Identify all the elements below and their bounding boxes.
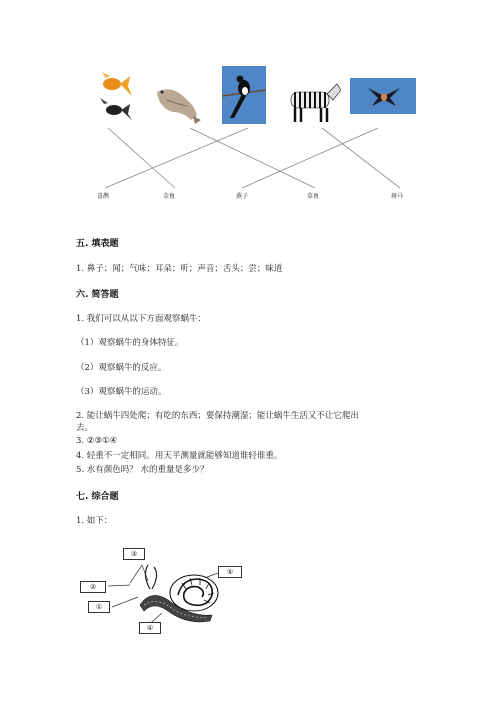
section6-q1: 1. 我们可以从以下方面观察蜗牛： — [76, 314, 206, 324]
label-goldfish: 金鱼 — [163, 193, 176, 200]
section6-q1c: （3）观察蜗牛的运动。 — [76, 387, 167, 397]
section6-q3: 3. ②③①④ — [76, 436, 118, 446]
section7-q1: 1. 如下： — [76, 516, 113, 526]
section5-title: 五. 填表题 — [76, 239, 119, 249]
label-grass-carp: 草鱼 — [307, 193, 320, 200]
magpie-image — [222, 66, 266, 124]
section5-answer-1: 1. 鼻子；闻；气味；耳朵；听；声音；舌头；尝；味道 — [76, 264, 283, 274]
section6-q1a: （1）观察蜗牛的身体特征。 — [76, 338, 184, 348]
section6-q1b: （2）观察蜗牛的反应。 — [76, 363, 167, 373]
snail-label-1: ① — [88, 601, 110, 613]
snail-label-5: ⑤ — [218, 566, 242, 578]
section6-q4: 4. 轻重不一定相同。用天平测量就能够知道谁轻谁重。 — [76, 451, 283, 461]
section6-title: 六. 简答题 — [76, 290, 119, 300]
label-magpie: 喜鹊 — [97, 193, 110, 200]
swallow-image — [350, 78, 416, 114]
snail-label-4: ④ — [139, 622, 161, 634]
section6-q2-line1: 2. 能让蜗牛四处爬；有吃的东西；要保持潮湿；能让蜗牛生活又不让它爬出 — [76, 411, 359, 421]
grass-carp-image — [153, 82, 201, 124]
snail-label-3: ③ — [123, 548, 145, 560]
snail-diagram — [82, 545, 252, 635]
section7-title: 七. 综合题 — [76, 492, 119, 502]
label-zebra: 斑马 — [391, 193, 404, 200]
section6-q2-line2: 去。 — [76, 423, 94, 433]
snail-label-2: ② — [80, 581, 106, 593]
goldfish-image — [98, 70, 134, 126]
zebra-image — [281, 80, 341, 124]
label-swallow: 燕子 — [236, 193, 249, 200]
section6-q5: 5. 水有颜色吗？ 水的重量是多少？ — [76, 465, 209, 475]
